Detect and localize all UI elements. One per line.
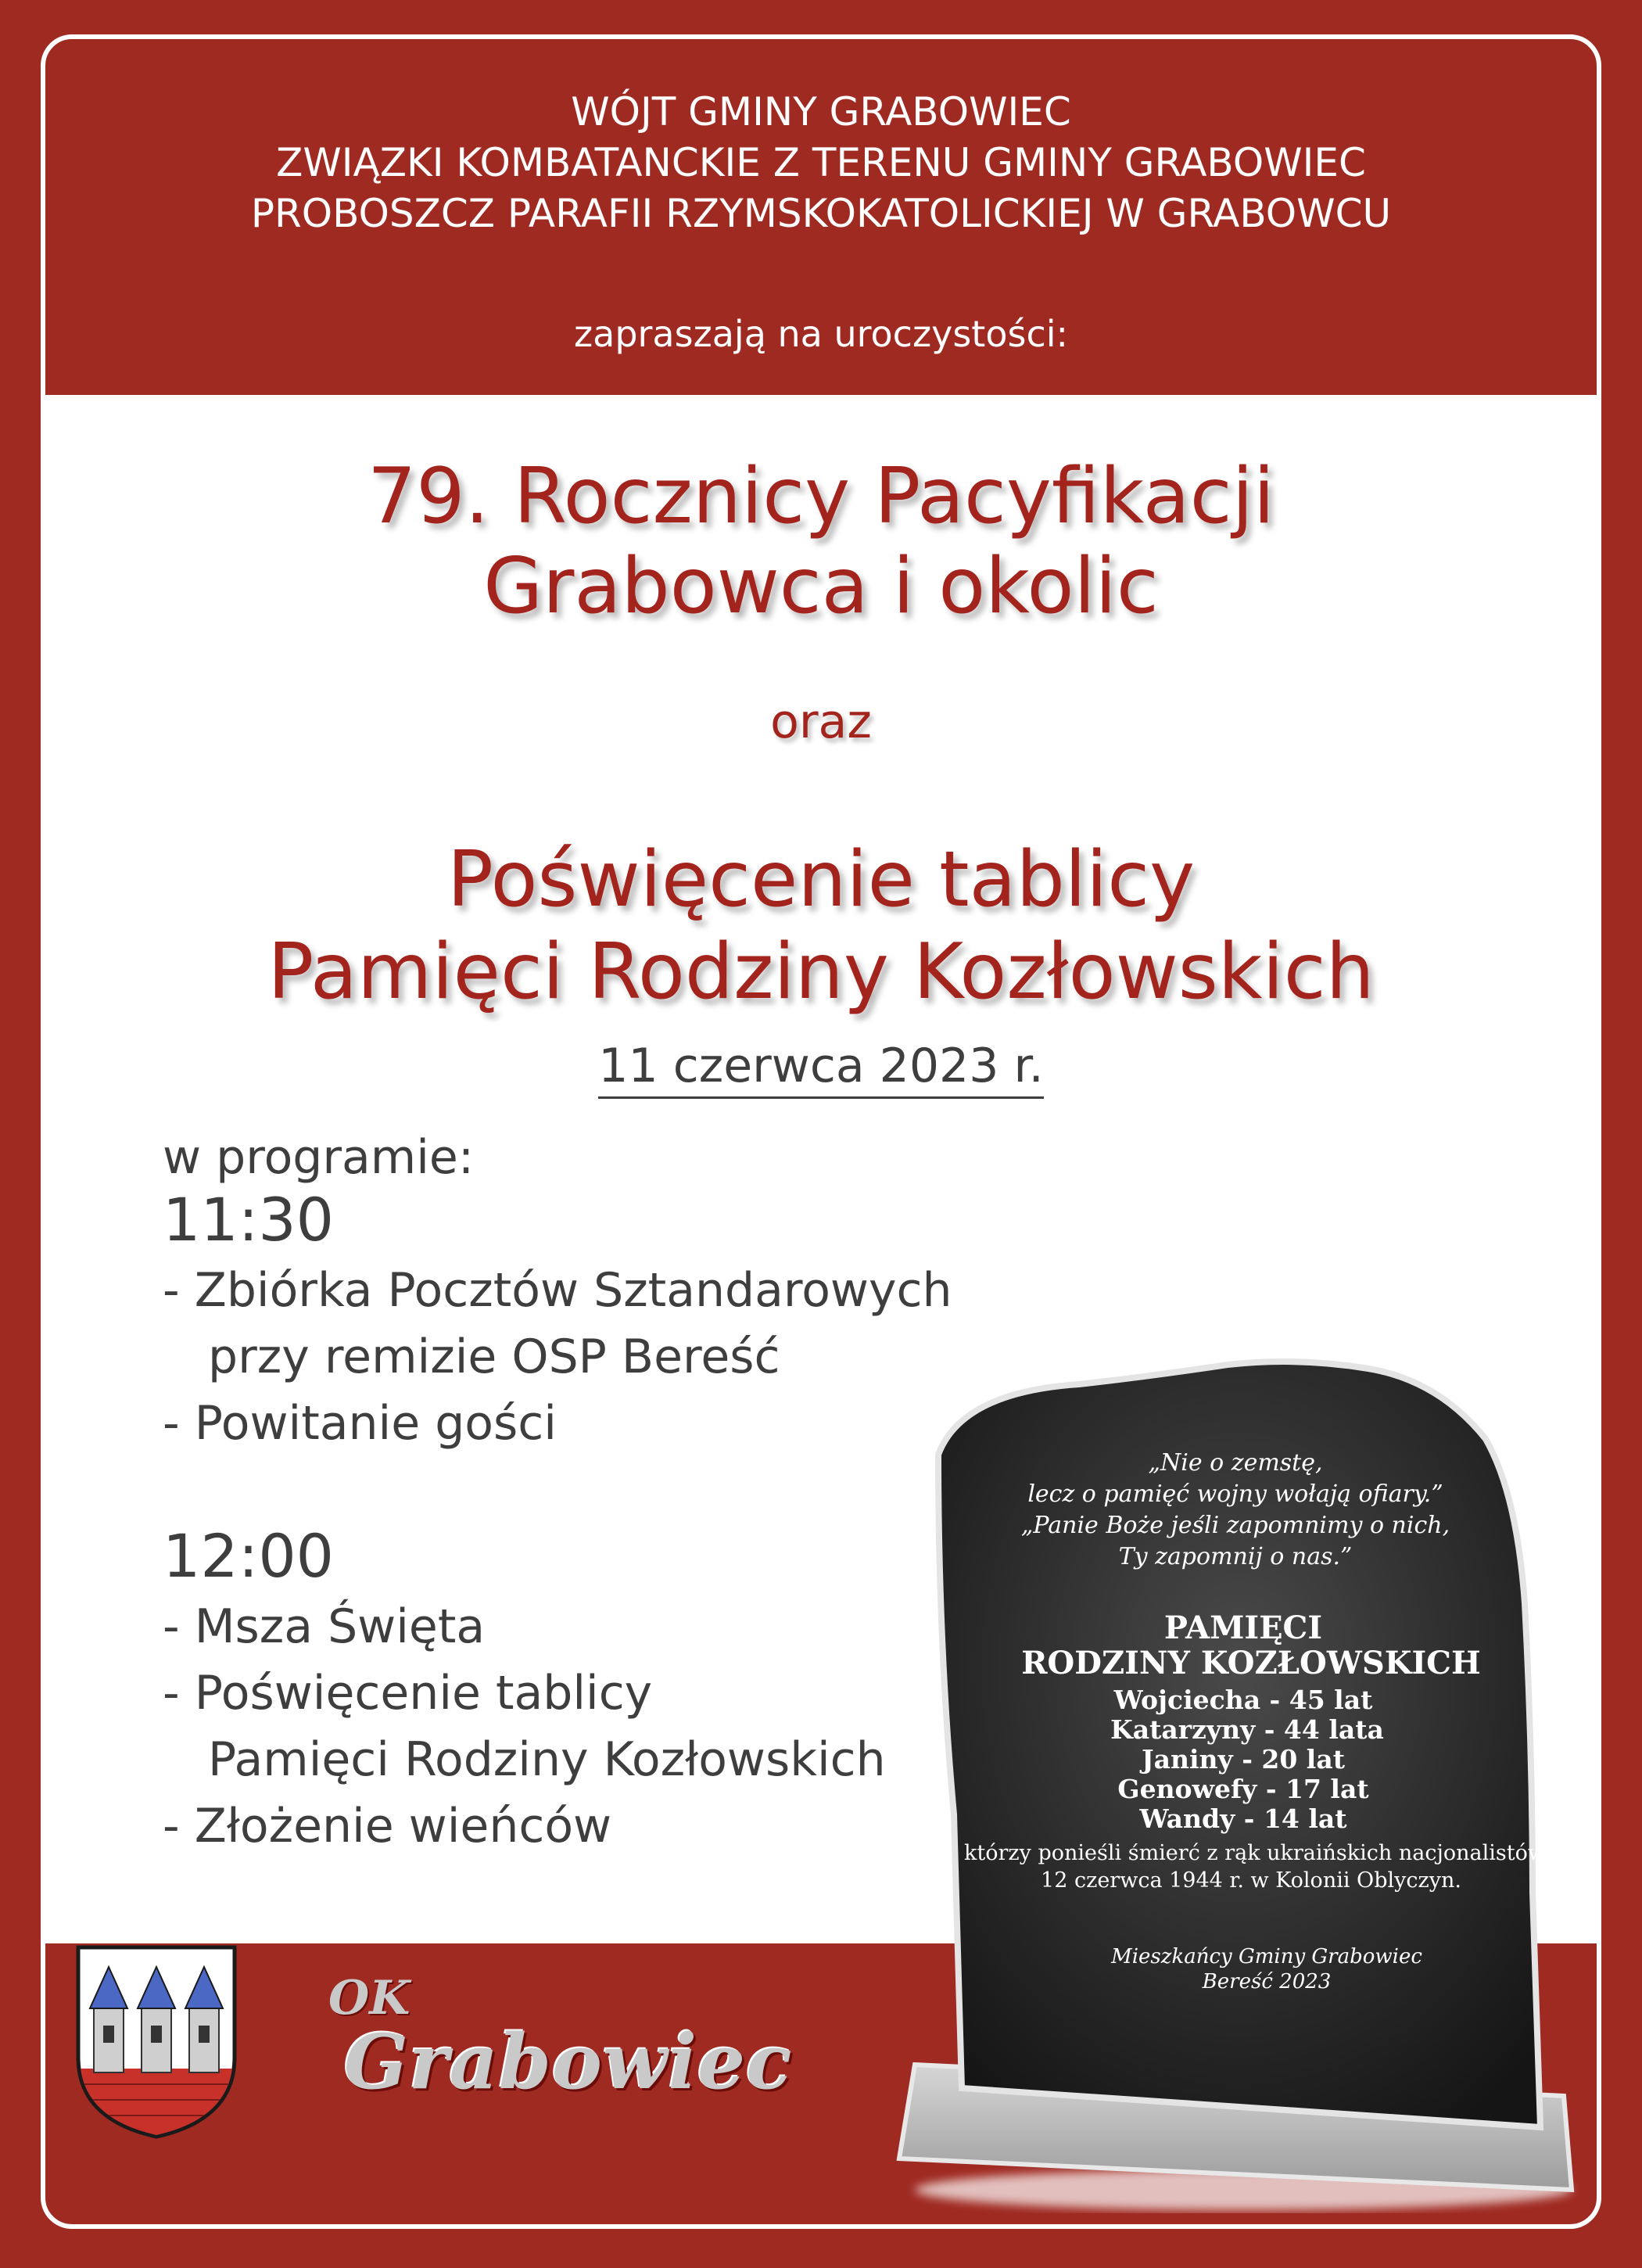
plaque-heading-2: RODZINY KOZŁOWSKICH [1021,1645,1481,1681]
ok-logo-text: Grabowiec [344,2018,793,2106]
ok-logo-small: OK [328,1971,410,2026]
plaque-name: Genowefy - 17 lat [1117,1774,1369,1804]
program-item: - Powitanie gości [163,1396,557,1451]
program-item: przy remizie OSP Bereść [208,1330,780,1384]
header-line-2: ZWIĄZKI KOMBATANCKIE Z TERENU GMINY GRABOWIEC [276,140,1366,185]
plaque-name: Wojciecha - 45 lat [1113,1685,1373,1715]
plaque-quote-line: Ty zapomnij o nas.” [1118,1543,1353,1570]
memorial-plaque-image [891,1345,1579,2213]
program-item: - Zbiórka Pocztów Sztandarowych [163,1263,952,1318]
title-line-2: Grabowca i okolic [483,542,1159,631]
plaque-quote-line: „Nie o zemstę, [1148,1449,1323,1477]
title-line-4: Pamięci Rodziny Kozłowskich [267,928,1375,1017]
plaque-quote-line: lecz o pamięć wojny wołają ofiary.” [1027,1480,1443,1508]
program-heading: w programie: [163,1130,475,1185]
program-time-2: 12:00 [163,1521,335,1591]
plaque-heading-1: PAMIĘCI [1163,1609,1323,1646]
program-item: - Msza Święta [163,1599,486,1654]
plaque-quote-line: „Panie Boże jeśli zapomnimy o nich, [1020,1512,1450,1539]
header-line-3: PROBOSZCZ PARAFII RZYMSKOKATOLICKIEJ W GRABOWCU [250,191,1392,236]
event-date-text: 11 czerwca 2023 r. [598,1039,1043,1099]
invite-text: zapraszają na uroczystości: [573,313,1069,355]
plaque-name: Janiny - 20 lat [1142,1744,1345,1775]
plaque-footer-line: Bereść 2023 [1202,1970,1332,1993]
title-connector: oraz [770,694,872,749]
event-date [45,1039,1597,1093]
title-line-1: 79. Rocznicy Pacyfikacji [367,452,1275,541]
plaque-name: Katarzyny - 44 lata [1110,1714,1384,1745]
coat-of-arms-icon [70,1940,242,2143]
plaque-text-line: 12 czerwca 1944 r. w Kolonii Oblyczyn. [1041,1868,1461,1893]
program-item: - Złożenie wieńców [163,1799,612,1854]
plaque-text-line: którzy ponieśli śmierć z rąk ukraińskich nacjonalistów [964,1841,1546,1865]
title-line-3: Poświęcenie tablicy [446,835,1196,924]
plaque-name: Wandy - 14 lat [1139,1803,1347,1834]
program-item: - Poświęcenie tablicy [163,1666,653,1721]
header-line-1: WÓJT GMINY GRABOWIEC [571,89,1071,135]
program-time-1: 11:30 [163,1185,335,1254]
program-item: Pamięci Rodziny Kozłowskich [208,1732,886,1787]
plaque-footer-line: Mieszkańcy Gminy Grabowiec [1111,1945,1422,1968]
